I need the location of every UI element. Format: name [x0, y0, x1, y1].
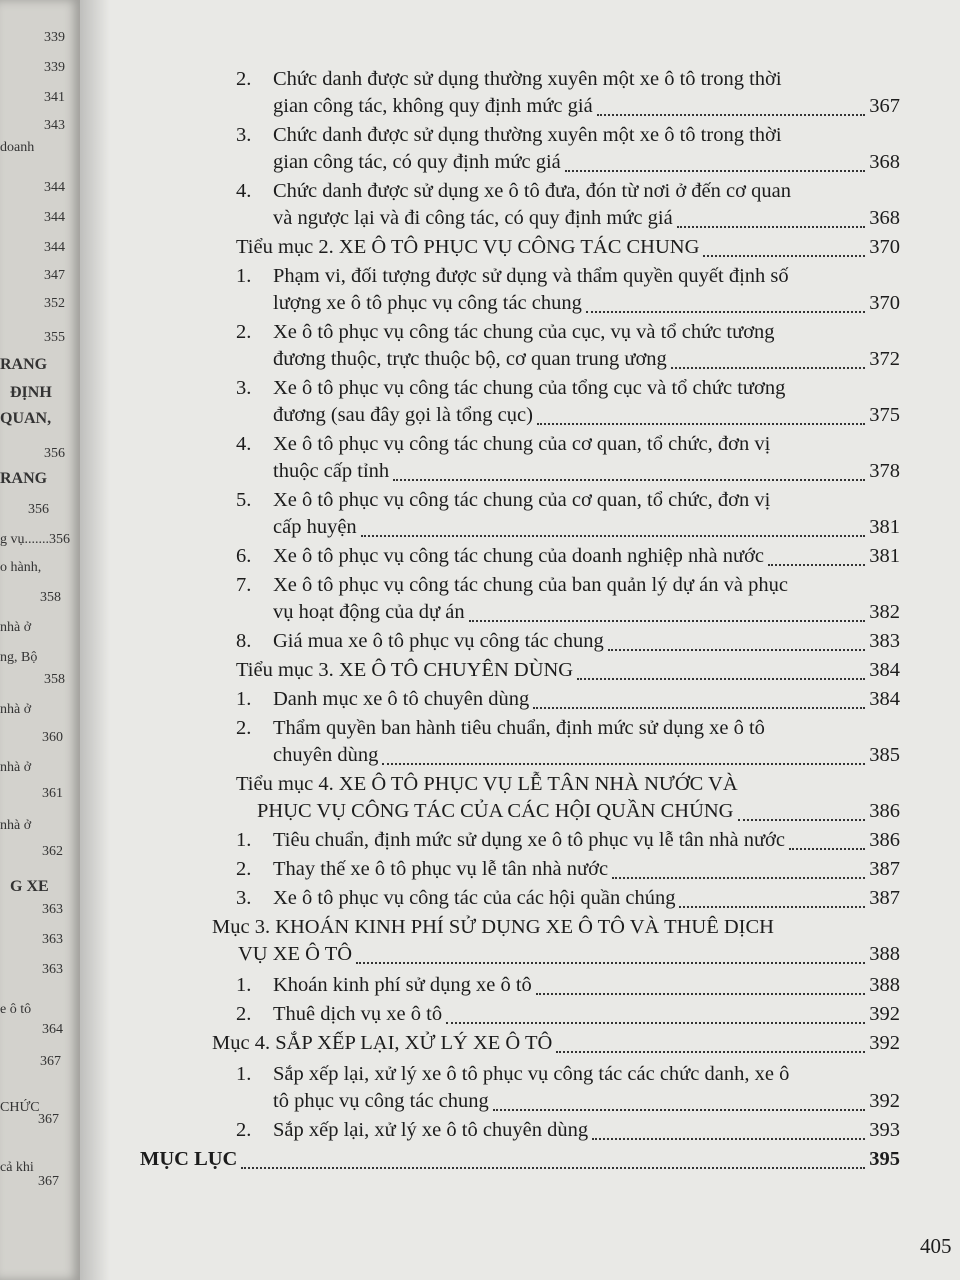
toc-leader-dots — [356, 935, 865, 964]
toc-entry-text: Chức danh được sử dụng xe ô tô đưa, đón từ nơi ở đến cơ quan — [273, 180, 791, 202]
toc-entry-text: Thẩm quyền ban hành tiêu chuẩn, định mức sử dụng xe ô tô — [273, 717, 765, 739]
toc-page-ref: 387 — [869, 858, 900, 880]
toc-entry-text: Xe ô tô phục vụ công tác chung của cơ quan, tổ chức, đơn vị — [273, 489, 771, 511]
toc-page — [80, 0, 960, 1280]
toc-entry[interactable] — [80, 319, 960, 373]
toc-leader-dots — [592, 1111, 865, 1140]
toc-page-ref: 375 — [869, 404, 900, 426]
toc-entry[interactable] — [80, 885, 960, 912]
toc-entry-number: 3. — [236, 377, 252, 399]
toc-entry[interactable] — [80, 914, 960, 968]
left-page-fragment: ĐỊNH — [10, 384, 52, 401]
toc-page-ref: 378 — [869, 460, 900, 482]
left-page-fragment: doanh — [0, 140, 35, 155]
toc-page-ref: 385 — [869, 744, 900, 766]
toc-entry-number: 1. — [236, 829, 252, 851]
left-page-fragment: RANG — [0, 470, 48, 487]
toc-entry-text: Giá mua xe ô tô phục vụ công tác chung — [273, 630, 604, 652]
toc-leader-dots — [677, 199, 865, 228]
toc-entry-text: Danh mục xe ô tô chuyên dùng — [273, 688, 530, 710]
left-page-fragment: 362 — [42, 844, 63, 859]
left-page-fragment: nhà ở — [0, 760, 32, 775]
left-page-fragment: cả khi — [0, 1160, 34, 1175]
toc-entry[interactable] — [80, 234, 960, 261]
toc-entry[interactable] — [80, 572, 960, 626]
toc-page-ref: 381 — [869, 545, 900, 567]
left-page-fragment: 363 — [42, 902, 63, 917]
toc-page-ref: 370 — [869, 236, 900, 258]
toc-entry[interactable] — [80, 1061, 960, 1115]
toc-leader-dots — [679, 879, 865, 908]
left-page-fragment: 355 — [44, 330, 65, 345]
toc-page-ref: 384 — [869, 659, 900, 681]
toc-page-ref: 387 — [869, 887, 900, 909]
left-page-fragment: nhà ở — [0, 702, 32, 717]
toc-entry-text: Khoán kinh phí sử dụng xe ô tô — [273, 974, 532, 996]
toc-page-ref: 386 — [869, 800, 900, 822]
toc-entry-number: 2. — [236, 858, 252, 880]
toc-entry-text: cấp huyện — [273, 516, 357, 538]
toc-leader-dots — [537, 396, 865, 425]
left-page-fragment: 358 — [40, 590, 61, 605]
toc-entry-text: Xe ô tô phục vụ công tác chung của doanh nghiệp nhà nước — [273, 545, 765, 567]
toc-entry-text: Xe ô tô phục vụ công tác chung của cơ quan, tổ chức, đơn vị — [273, 433, 771, 455]
toc-entry-number: 2. — [236, 68, 252, 90]
toc-page-ref: 386 — [869, 829, 900, 851]
left-page-fragment: o hành, — [0, 560, 42, 575]
toc-page-ref: 392 — [869, 1032, 900, 1054]
toc-entry-text: Sắp xếp lại, xử lý xe ô tô chuyên dùng — [273, 1119, 589, 1141]
toc-entry-text: thuộc cấp tỉnh — [273, 460, 390, 482]
toc-leader-dots — [565, 143, 865, 172]
left-page-fragment: RANG — [0, 356, 48, 373]
toc-entry-text: Tiêu chuẩn, định mức sử dụng xe ô tô phục vụ lễ tân nhà nước — [273, 829, 785, 851]
left-page-fragment: 344 — [44, 240, 65, 255]
toc-leader-dots — [577, 651, 865, 680]
toc-entry-text: gian công tác, có quy định mức giá — [273, 151, 561, 173]
toc-entry-number: 8. — [236, 630, 252, 652]
left-page-fragment: 339 — [44, 60, 65, 75]
toc-entry-text: đương thuộc, trực thuộc bộ, cơ quan trung ương — [273, 348, 667, 370]
toc-entry-text: chuyên dùng — [273, 744, 379, 766]
toc-entry[interactable] — [80, 771, 960, 825]
toc-page-ref: 367 — [869, 95, 900, 117]
toc-entry-number: 1. — [236, 974, 252, 996]
left-page-fragment: 352 — [44, 296, 65, 311]
toc-entry-text: VỤ XE Ô TÔ — [238, 943, 353, 965]
toc-entry[interactable] — [80, 543, 960, 570]
toc-page-ref: 382 — [869, 601, 900, 623]
toc-leader-dots — [382, 736, 865, 765]
left-page-fragment: CHỨC — [0, 1100, 40, 1115]
toc-entry-number: 5. — [236, 489, 252, 511]
toc-entry[interactable] — [80, 66, 960, 120]
toc-entry[interactable] — [80, 1030, 960, 1057]
left-page-fragment: g vụ.......356 — [0, 532, 70, 547]
toc-entry[interactable] — [80, 431, 960, 485]
toc-entry-number: 2. — [236, 717, 252, 739]
toc-entry[interactable] — [80, 178, 960, 232]
left-page-fragment: 344 — [44, 210, 65, 225]
toc-page-ref: 388 — [869, 943, 900, 965]
toc-page-ref: 392 — [869, 1003, 900, 1025]
left-page-fragment: 363 — [42, 932, 63, 947]
toc-page-ref: 395 — [869, 1148, 900, 1170]
toc-entry-text: Tiểu mục 3. XE Ô TÔ CHUYÊN DÙNG — [236, 659, 574, 681]
toc-leader-dots — [738, 792, 865, 821]
toc-leader-dots — [393, 452, 865, 481]
left-page-fragment: ng, Bộ — [0, 650, 38, 665]
toc-page-ref: 368 — [869, 207, 900, 229]
left-page-fragment: 341 — [44, 90, 65, 105]
left-page-fragment: 363 — [42, 962, 63, 977]
toc-leader-dots — [533, 680, 865, 709]
toc-entry-number: 2. — [236, 1003, 252, 1025]
toc-entry-text: và ngược lại và đi công tác, có quy định mức giá — [273, 207, 673, 229]
toc-leader-dots — [597, 87, 865, 116]
left-page-fragment: 367 — [38, 1174, 59, 1189]
left-page-fragment: QUAN, — [0, 410, 52, 427]
toc-entry-text: MỤC LỤC — [140, 1148, 238, 1170]
toc-entry-text: Xe ô tô phục vụ công tác chung của ban quản lý dự án và phục — [273, 574, 788, 596]
toc-entry-text: Thay thế xe ô tô phục vụ lễ tân nhà nước — [273, 858, 609, 880]
toc-entry[interactable] — [80, 375, 960, 429]
toc-entry-text: Phạm vi, đối tượng được sử dụng và thẩm quyền quyết định số — [273, 265, 789, 287]
toc-leader-dots — [789, 821, 865, 850]
left-page-fragment: 356 — [44, 446, 65, 461]
left-page-fragment: e ô tô — [0, 1002, 32, 1017]
table-of-contents — [80, 0, 960, 1280]
toc-page-ref: 392 — [869, 1090, 900, 1112]
toc-entry-number: 2. — [236, 321, 252, 343]
toc-entry[interactable] — [80, 715, 960, 769]
toc-entry-number: 4. — [236, 180, 252, 202]
toc-entry-number: 3. — [236, 887, 252, 909]
toc-entry-number: 2. — [236, 1119, 252, 1141]
toc-leader-dots — [446, 995, 865, 1024]
left-page-fragment: G XE — [10, 878, 49, 895]
toc-leader-dots — [536, 966, 865, 995]
toc-leader-dots — [671, 340, 865, 369]
toc-leader-dots — [612, 850, 865, 879]
toc-leader-dots — [556, 1024, 865, 1053]
toc-entry-text: Sắp xếp lại, xử lý xe ô tô phục vụ công tác các chức danh, xe ô — [273, 1063, 790, 1085]
toc-leader-dots — [493, 1082, 865, 1111]
toc-entry-number: 1. — [236, 688, 252, 710]
toc-leader-dots — [361, 508, 865, 537]
toc-entry-text: Mục 3. KHOÁN KINH PHÍ SỬ DỤNG XE Ô TÔ VÀ THUÊ DỊCH — [212, 916, 774, 938]
toc-page-ref: 372 — [869, 348, 900, 370]
toc-entry-number: 4. — [236, 433, 252, 455]
toc-entry-number: 1. — [236, 1063, 252, 1085]
toc-entry-text: tô phục vụ công tác chung — [273, 1090, 489, 1112]
toc-entry[interactable] — [80, 1146, 960, 1173]
toc-entry-text: PHỤC VỤ CÔNG TÁC CỦA CÁC HỘI QUẦN CHÚNG — [257, 800, 734, 822]
toc-entry-number: 7. — [236, 574, 252, 596]
left-page-fragment: 367 — [38, 1112, 59, 1127]
toc-entry-text: Chức danh được sử dụng thường xuyên một xe ô tô trong thời — [273, 68, 782, 90]
toc-entry[interactable] — [80, 487, 960, 541]
toc-entry-text: Mục 4. SẮP XẾP LẠI, XỬ LÝ XE Ô TÔ — [212, 1032, 553, 1054]
toc-entry[interactable] — [80, 686, 960, 713]
toc-entry-number: 3. — [236, 124, 252, 146]
toc-entry-text: gian công tác, không quy định mức giá — [273, 95, 593, 117]
toc-entry-number: 1. — [236, 265, 252, 287]
left-page-fragment: 356 — [28, 502, 49, 517]
toc-leader-dots — [703, 228, 865, 257]
toc-entry[interactable] — [80, 122, 960, 176]
toc-leader-dots — [768, 537, 865, 566]
toc-page-ref: 370 — [869, 292, 900, 314]
toc-page-ref: 393 — [869, 1119, 900, 1141]
previous-page-edge — [0, 0, 80, 1280]
toc-entry-text: Tiểu mục 4. XE Ô TÔ PHỤC VỤ LỄ TÂN NHÀ NƯỚC VÀ — [236, 773, 738, 795]
left-page-fragment: 360 — [42, 730, 63, 745]
page-number: 405 — [920, 1234, 952, 1258]
toc-page-ref: 381 — [869, 516, 900, 538]
toc-leader-dots — [469, 593, 865, 622]
left-page-fragment: 361 — [42, 786, 63, 801]
left-page-fragment: 367 — [40, 1054, 61, 1069]
toc-entry-text: lượng xe ô tô phục vụ công tác chung — [273, 292, 582, 314]
left-page-fragment: 358 — [44, 672, 65, 687]
toc-leader-dots — [586, 284, 865, 313]
toc-page-ref: 388 — [869, 974, 900, 996]
left-page-fragment: 343 — [44, 118, 65, 133]
toc-entry-text: Chức danh được sử dụng thường xuyên một xe ô tô trong thời — [273, 124, 782, 146]
toc-entry-text: vụ hoạt động của dự án — [273, 601, 465, 623]
left-page-fragment: 347 — [44, 268, 65, 283]
toc-entry-text: Xe ô tô phục vụ công tác chung của cục, vụ và tổ chức tương — [273, 321, 775, 343]
toc-entry[interactable] — [80, 263, 960, 317]
toc-entry-text: đương (sau đây gọi là tổng cục) — [273, 404, 533, 426]
toc-leader-dots — [608, 622, 865, 651]
toc-page-ref: 368 — [869, 151, 900, 173]
toc-page-ref: 384 — [869, 688, 900, 710]
toc-entry-text: Xe ô tô phục vụ công tác của các hội quần chúng — [273, 887, 676, 909]
left-page-fragment: nhà ở — [0, 818, 32, 833]
left-page-fragment: 339 — [44, 30, 65, 45]
toc-leader-dots — [241, 1140, 865, 1169]
toc-entry-text: Xe ô tô phục vụ công tác chung của tổng cục và tổ chức tương — [273, 377, 786, 399]
toc-entry-number: 6. — [236, 545, 252, 567]
left-page-fragment: 344 — [44, 180, 65, 195]
toc-entry-text: Tiểu mục 2. XE Ô TÔ PHỤC VỤ CÔNG TÁC CHUNG — [236, 236, 700, 258]
toc-page-ref: 383 — [869, 630, 900, 652]
left-page-fragment: nhà ở — [0, 620, 32, 635]
left-page-fragment: 364 — [42, 1022, 63, 1037]
toc-entry-text: Thuê dịch vụ xe ô tô — [273, 1003, 443, 1025]
